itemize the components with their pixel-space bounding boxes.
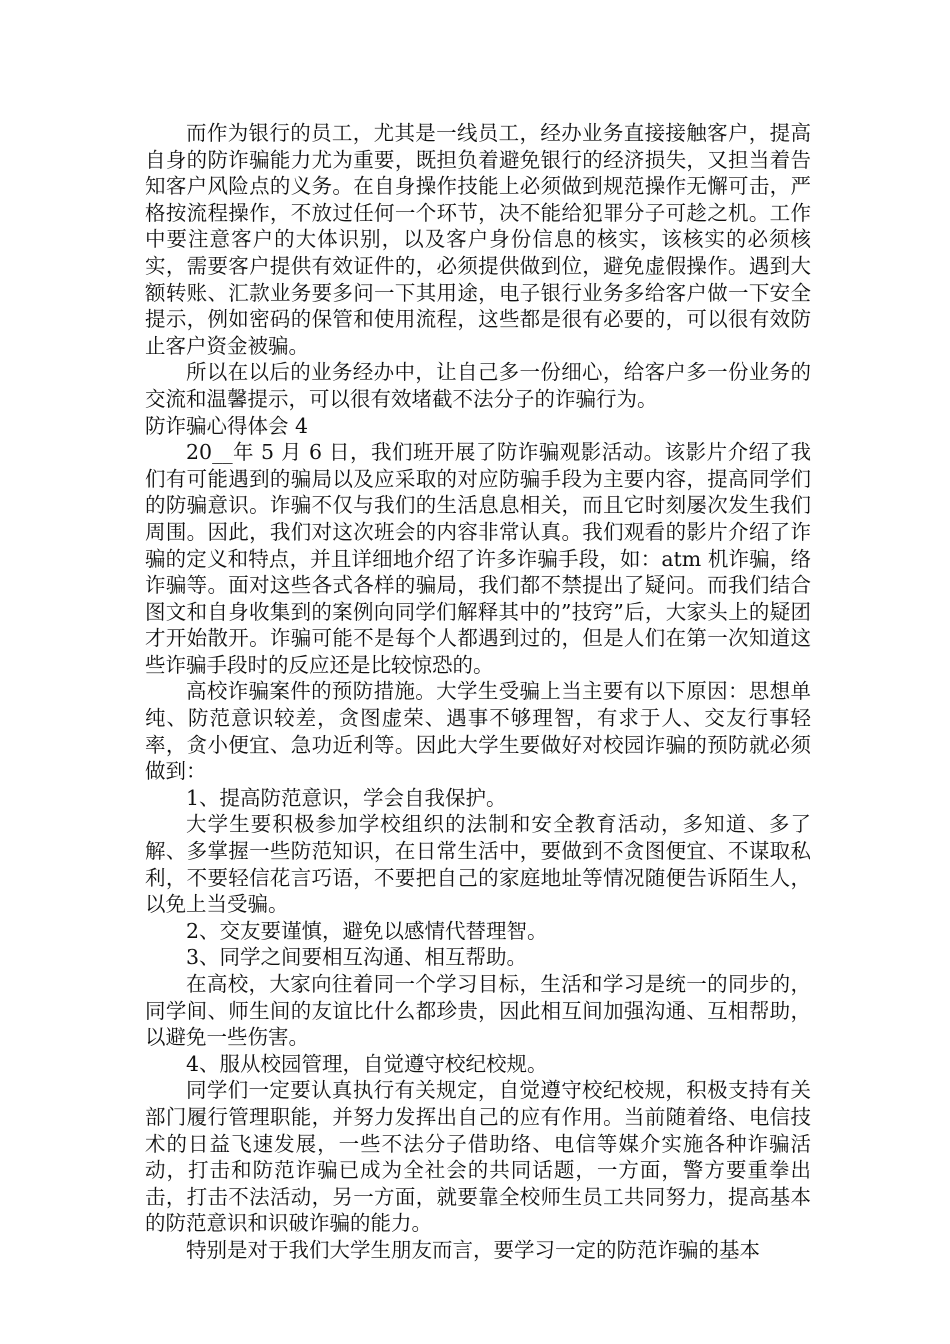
paragraph-students: 特别是对于我们大学生朋友而言，要学习一定的防范诈骗的基本 (186, 1237, 760, 1262)
paragraph-campus-prevention: 高校诈骗案件的预防措施。大学生受骗上当主要有以下原因：思想单纯、防范意识较差，贪图虚荣、遇事不够理智，有求于人、交友行事轻率，贪小便宜、急功近利等。因此大学生要做好对校园诈骗的预防就必须做到： (145, 679, 811, 784)
paragraph-business-care: 所以在以后的业务经办中，让自己多一份细心，给客户多一份业务的交流和温馨提示，可以很有效堵截不法分子的诈骗行为。 (145, 360, 811, 411)
paragraph-bank-staff: 而作为银行的员工，尤其是一线员工，经办业务直接接触客户，提高自身的防诈骗能力尤为重要，既担负着避免银行的经济损失，又担当着告知客户风险点的义务。在自身操作技能上必须做到规范操作无懈可击，严格按流程操作，不放过任何一个环节，决不能给犯罪分子可趁之机。工作中要注意客户的大体识别，以及客户身份信息的核实，该核实的必须核实，需要客户提供有效证件的，必须提供做到位，避免虚假操作。遇到大额转账、汇款业务要多问一下其用途，电子银行业务多给客户做一下安全提示，例如密码的保管和使用流程，这些都是很有必要的，可以很有效防止客户资金被骗。 (145, 121, 811, 358)
paragraph-self-protection: 大学生要积极参加学校组织的法制和安全教育活动，多知道、多了解、多掌握一些防范知识，在日常生活中，要做到不贪图便宜、不谋取私利，不要轻信花言巧语，不要把自己的家庭地址等情况随便告诉陌生人，以免上当受骗。 (145, 812, 811, 917)
paragraph-mutual-help: 在高校，大家向往着同一个学习目标，生活和学习是统一的同步的，同学间、师生间的友谊比什么都珍贵，因此相互间加强沟通、互相帮助，以避免一些伤害。 (145, 972, 811, 1050)
paragraph-follow-rules: 同学们一定要认真执行有关规定，自觉遵守校纪校规，积极支持有关部门履行管理职能，并努力发挥出自己的应有作用。当前随着络、电信技术的日益飞速发展，一些不法分子借助络、电信等媒介实施各种诈骗活动，打击和防范诈骗已成为全社会的共同话题，一方面，警方要重拳出击，打击不法活动，另一方面，就要靠全校师生员工共同努力，提高基本的防范意识和识破诈骗的能力。 (145, 1078, 811, 1236)
section-heading: 防诈骗心得体会 4 (145, 413, 309, 438)
list-item-3: 3、同学之间要相互沟通、相互帮助。 (186, 945, 528, 970)
list-item-1: 1、提高防范意识，学会自我保护。 (186, 785, 507, 810)
paragraph-film-activity: 20__年 5 月 6 日，我们班开展了防诈骗观影活动。该影片介绍了我们有可能遇到的骗局以及应采取的对应防骗手段为主要内容，提高同学们的防骗意识。诈骗不仅与我们的生活息息相关，而且它时刻屡次发生我们周围。因此，我们对这次班会的内容非常认真。我们观看的影片介绍了诈骗的定义和特点，并且详细地介绍了许多诈骗手段，如：atm 机诈骗，络诈骗等。面对这些各式各样的骗局，我们都不禁提出了疑问。而我们结合图文和自身收集到的案例向同学们解释其中的”技窍”后，大家头上的疑团才开始散开。诈骗可能不是每个人都遇到过的，但是人们在第一次知道这些诈骗手段时的反应还是比较惊恐的。 (145, 440, 811, 677)
list-item-4: 4、服从校园管理，自觉遵守校纪校规。 (186, 1051, 548, 1076)
list-item-2: 2、交友要谨慎，避免以感情代替理智。 (186, 918, 548, 943)
document-body (145, 120, 811, 1264)
